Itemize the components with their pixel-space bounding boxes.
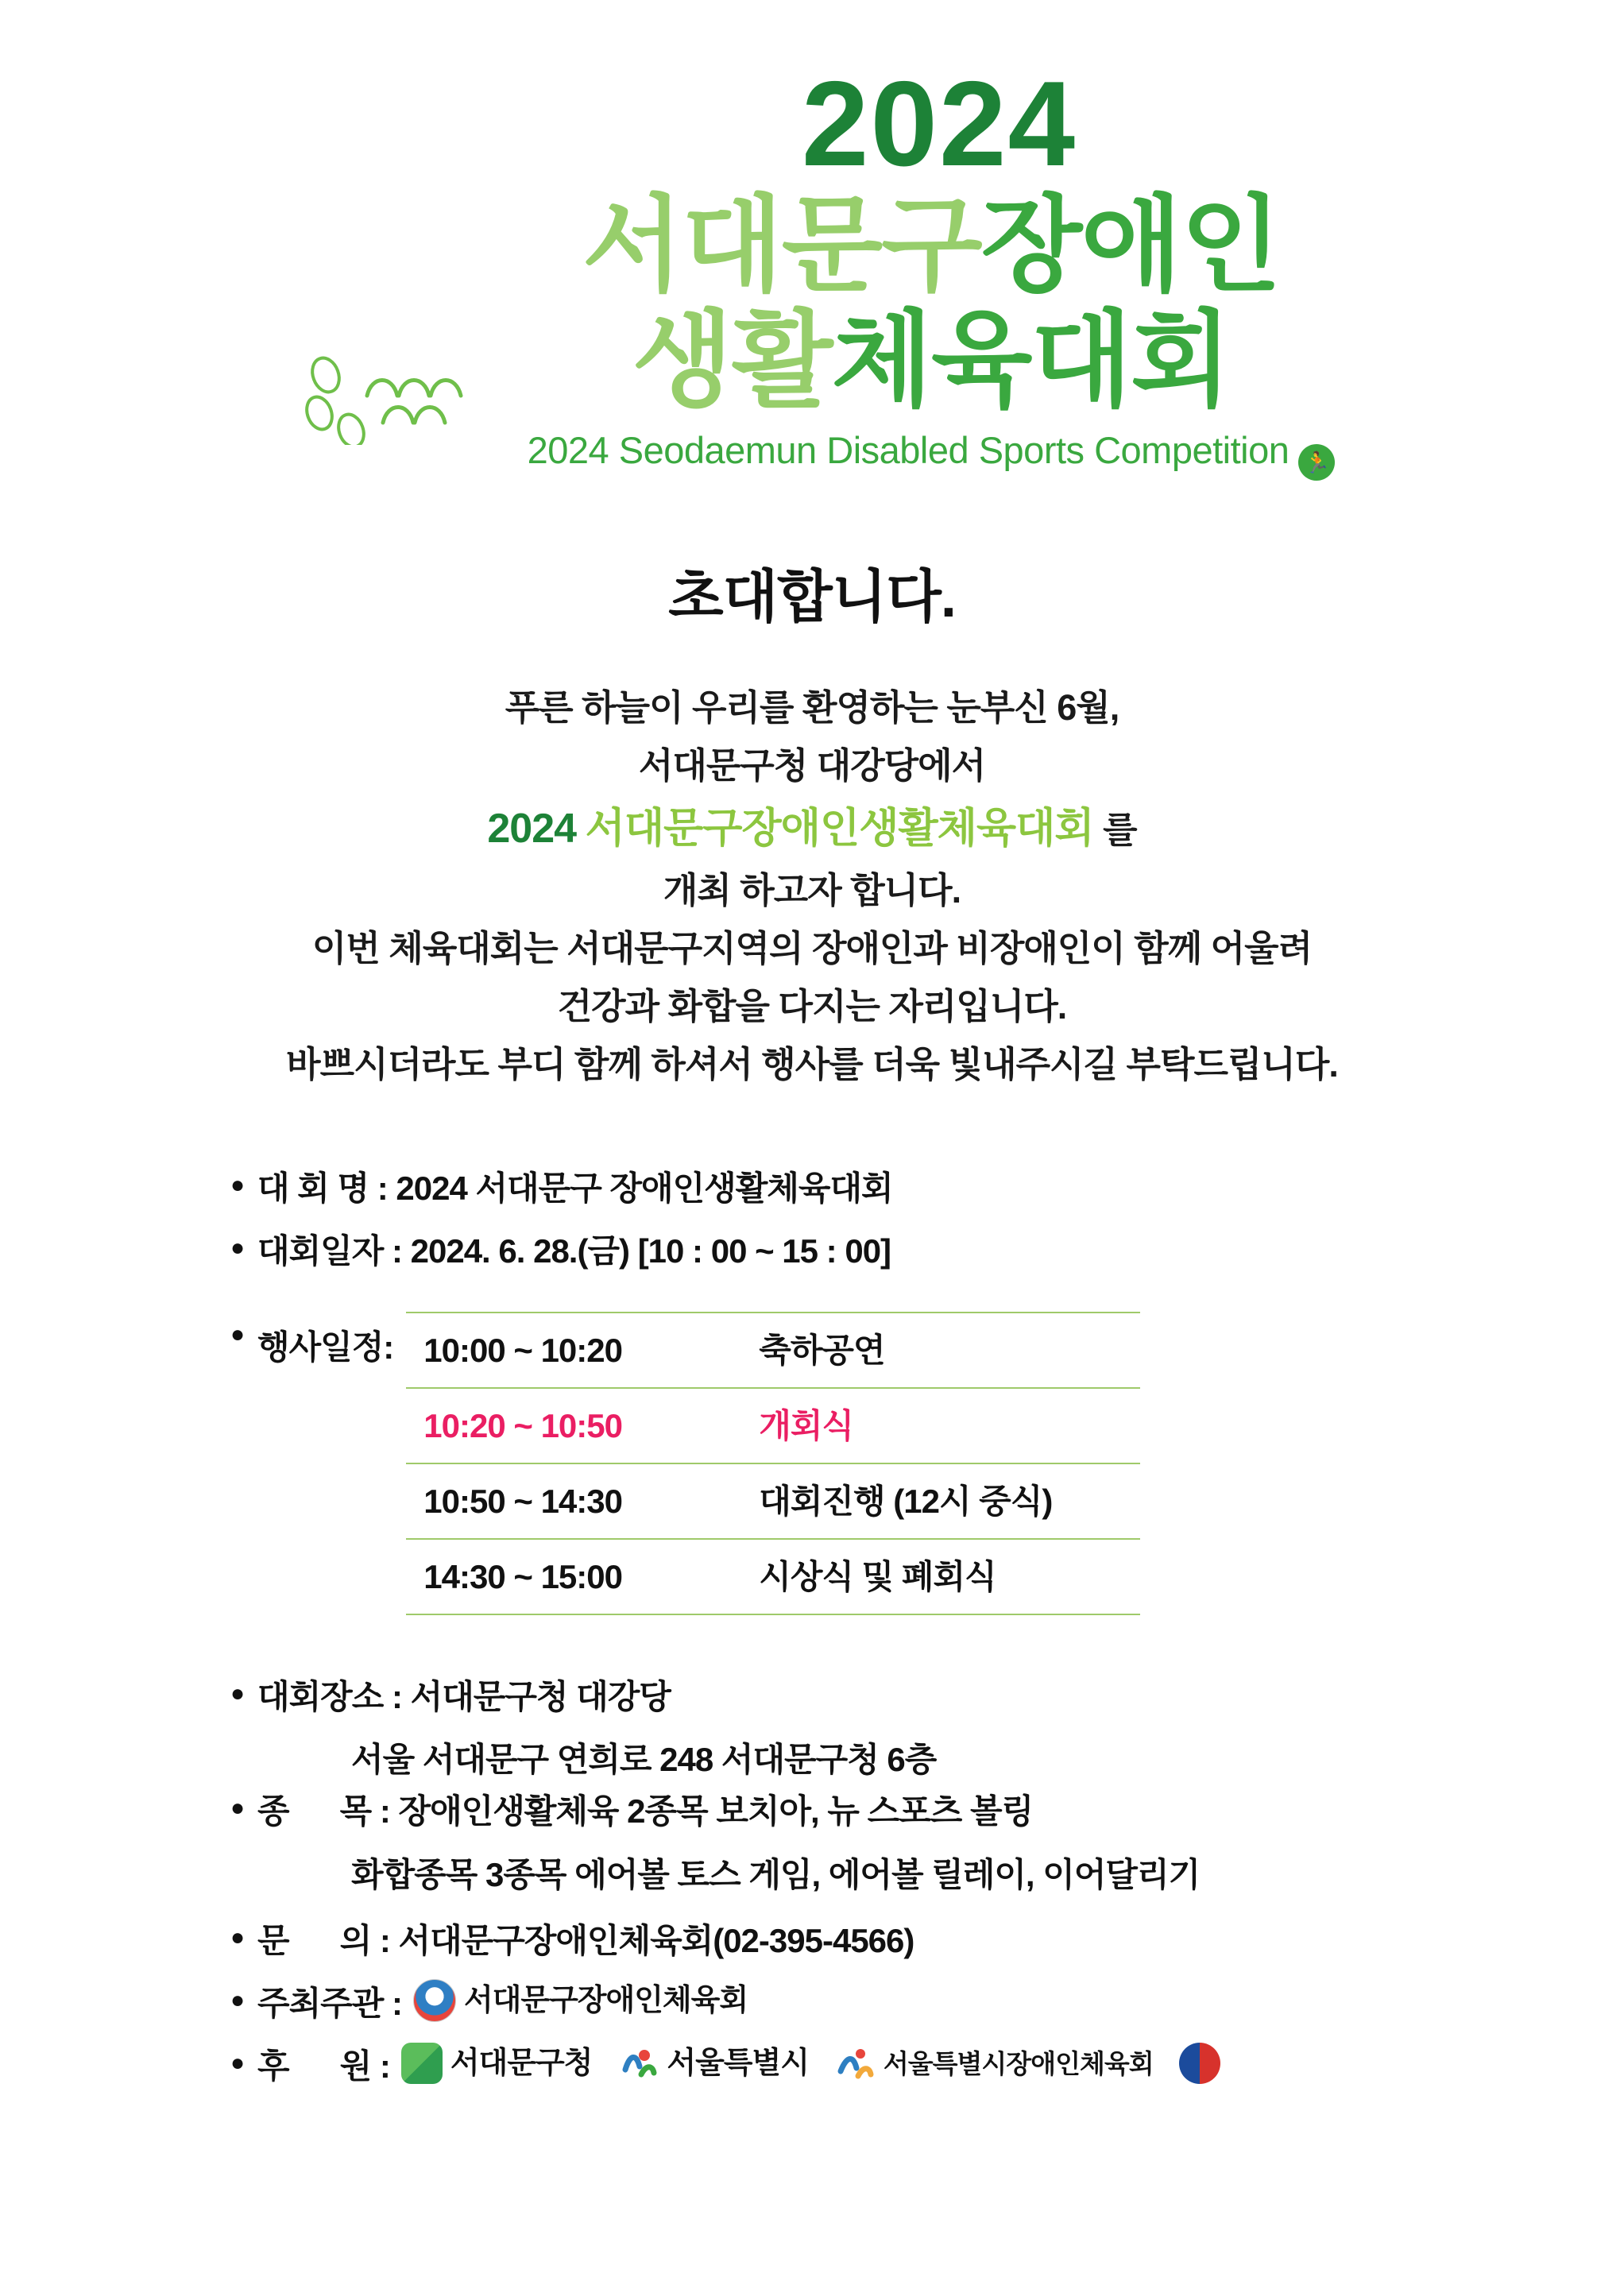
bullet-icon: ●	[230, 1986, 245, 2013]
body-line-5: 이번 체육대회는 서대문구지역의 장애인과 비장애인이 함께 어울려	[311, 928, 1313, 968]
schedule-event: 대회진행 (12시 중식)	[733, 1463, 1140, 1539]
bullet-icon: ●	[230, 1795, 245, 1822]
body-line-1: 푸른 하늘이 우리를 환영하는 눈부신 6월,	[505, 687, 1119, 729]
poster-header	[0, 0, 1624, 481]
body-line-2: 서대문구청 대강당에서	[638, 744, 986, 786]
schedule-time: 14:30 ~ 15:00	[406, 1539, 733, 1614]
host-org-name: 서대문구장애인체육회	[463, 1983, 748, 2017]
korea-government-logo-icon	[1179, 2043, 1220, 2084]
schedule-event: 개회식	[733, 1388, 1140, 1463]
sponsor-chip-seodaemun-gu	[401, 2040, 593, 2087]
detail-row-date	[230, 1225, 1624, 1277]
sponsor-label: 후 원 :	[257, 2047, 390, 2085]
subtitle-text: 2024 Seodaemun Disabled Sports Competition	[527, 429, 1290, 472]
invite-heading: 초대합니다.	[668, 566, 956, 630]
events-value-second-line: 화합종목 3종목 에어볼 토스 게임, 에어볼 릴레이, 이어달리기	[351, 1855, 1201, 1893]
schedule-label: 행사일정:	[257, 1328, 394, 1366]
schedule-event: 축하공연	[733, 1313, 1140, 1388]
body-line-3	[0, 795, 1624, 862]
event-details	[230, 1162, 1624, 2092]
table-row	[406, 1463, 1140, 1539]
bullet-icon: ●	[230, 1171, 245, 1198]
schedule-time: 10:50 ~ 14:30	[406, 1463, 733, 1539]
events-value: 장애인생활체육 2종목 보치아, 뉴 스포츠 볼링	[389, 1792, 1034, 1831]
place-address: 서울 서대문구 연희로 248 서대문구청 6층	[351, 1741, 937, 1779]
detail-block-place	[230, 1671, 1624, 1785]
detail-row-place	[230, 1671, 1624, 1722]
sprout-decoration-icon	[294, 334, 501, 445]
competition-name-value: 2024 서대문구 장애인생활체육대회	[387, 1169, 893, 1207]
title-line2-part1: 생활	[632, 301, 832, 419]
table-row	[406, 1313, 1140, 1388]
running-person-icon: 🏃	[1298, 444, 1335, 481]
bullet-icon: ●	[230, 1680, 245, 1707]
contact-value: 서대문구장애인체육회(02-395-4566)	[389, 1921, 914, 1959]
host-label: 주최주관 :	[257, 1984, 402, 2022]
contact-label: 문 의 :	[257, 1921, 390, 1959]
place-label: 대회장소 :	[257, 1678, 402, 1716]
schedule-time: 10:20 ~ 10:50	[406, 1388, 733, 1463]
date-label: 대회일자 :	[257, 1231, 402, 1270]
schedule-time: 10:00 ~ 10:20	[406, 1313, 733, 1388]
detail-row-events	[230, 1785, 1624, 1837]
schedule-event: 시상식 및 폐회식	[733, 1539, 1140, 1614]
poster-title-line1	[238, 189, 1624, 303]
bullet-icon: ●	[230, 2049, 245, 2076]
bullet-icon: ●	[230, 1234, 245, 1261]
invite-body	[0, 679, 1624, 1094]
competition-name-label: 대 회 명 :	[257, 1169, 388, 1207]
detail-row-host	[230, 1978, 1624, 2029]
seoul-city-logo-icon	[617, 2043, 659, 2084]
seodaemun-gu-logo-icon	[401, 2043, 443, 2084]
title-line1-part2: 장애인	[980, 187, 1281, 303]
body-line3-tail: 를	[1093, 809, 1137, 850]
detail-row-schedule	[230, 1312, 1624, 1615]
sponsor-logo-row	[401, 2040, 1243, 2087]
table-row	[406, 1388, 1140, 1463]
sponsor-name: 서울특별시장애인체육회	[883, 2048, 1154, 2078]
body-line-6: 건강과 화합을 다지는 자리입니다.	[557, 985, 1067, 1026]
date-value: 2024. 6. 28.(금) [10 : 00 ~ 15 : 00]	[401, 1231, 891, 1270]
bullet-icon: ●	[230, 1320, 245, 1347]
place-value: 서대문구청 대강당	[401, 1678, 671, 1716]
detail-row-contact	[230, 1915, 1624, 1966]
table-row	[406, 1539, 1140, 1614]
body-highlight-year: 2024	[487, 805, 577, 852]
host-logo-row	[413, 1978, 762, 2024]
poster-year: 2024	[801, 56, 1077, 191]
body-line-7: 바쁘시더라도 부디 함께 하셔서 행사를 더욱 빛내주시길 부탁드립니다.	[286, 1043, 1338, 1084]
detail-row-sponsors	[230, 2040, 1624, 2092]
title-line1-part1: 서대문구	[582, 187, 981, 303]
sponsor-chip-seoul-disabled-sports	[834, 2043, 1154, 2084]
bullet-icon: ●	[230, 1923, 245, 1950]
body-line-4: 개최 하고자 합니다.	[663, 870, 961, 911]
sponsor-name: 서대문구청	[450, 2046, 593, 2080]
sponsor-name: 서울특별시	[667, 2046, 809, 2080]
events-label: 종 목 :	[257, 1792, 390, 1831]
detail-row-competition-name	[230, 1162, 1624, 1214]
sponsor-chip-seoul-city	[617, 2040, 809, 2087]
sponsor-chip-korea-government	[1179, 2043, 1228, 2084]
seodaemun-disabled-sports-logo-icon	[413, 1979, 456, 2022]
seoul-disabled-sports-logo-icon	[834, 2043, 876, 2084]
schedule-table	[406, 1312, 1140, 1615]
body-highlight-name: 서대문구장애인생활체육대회	[585, 805, 1094, 852]
host-org-chip	[413, 1978, 748, 2024]
title-line2-part2: 체육대회	[831, 301, 1231, 419]
